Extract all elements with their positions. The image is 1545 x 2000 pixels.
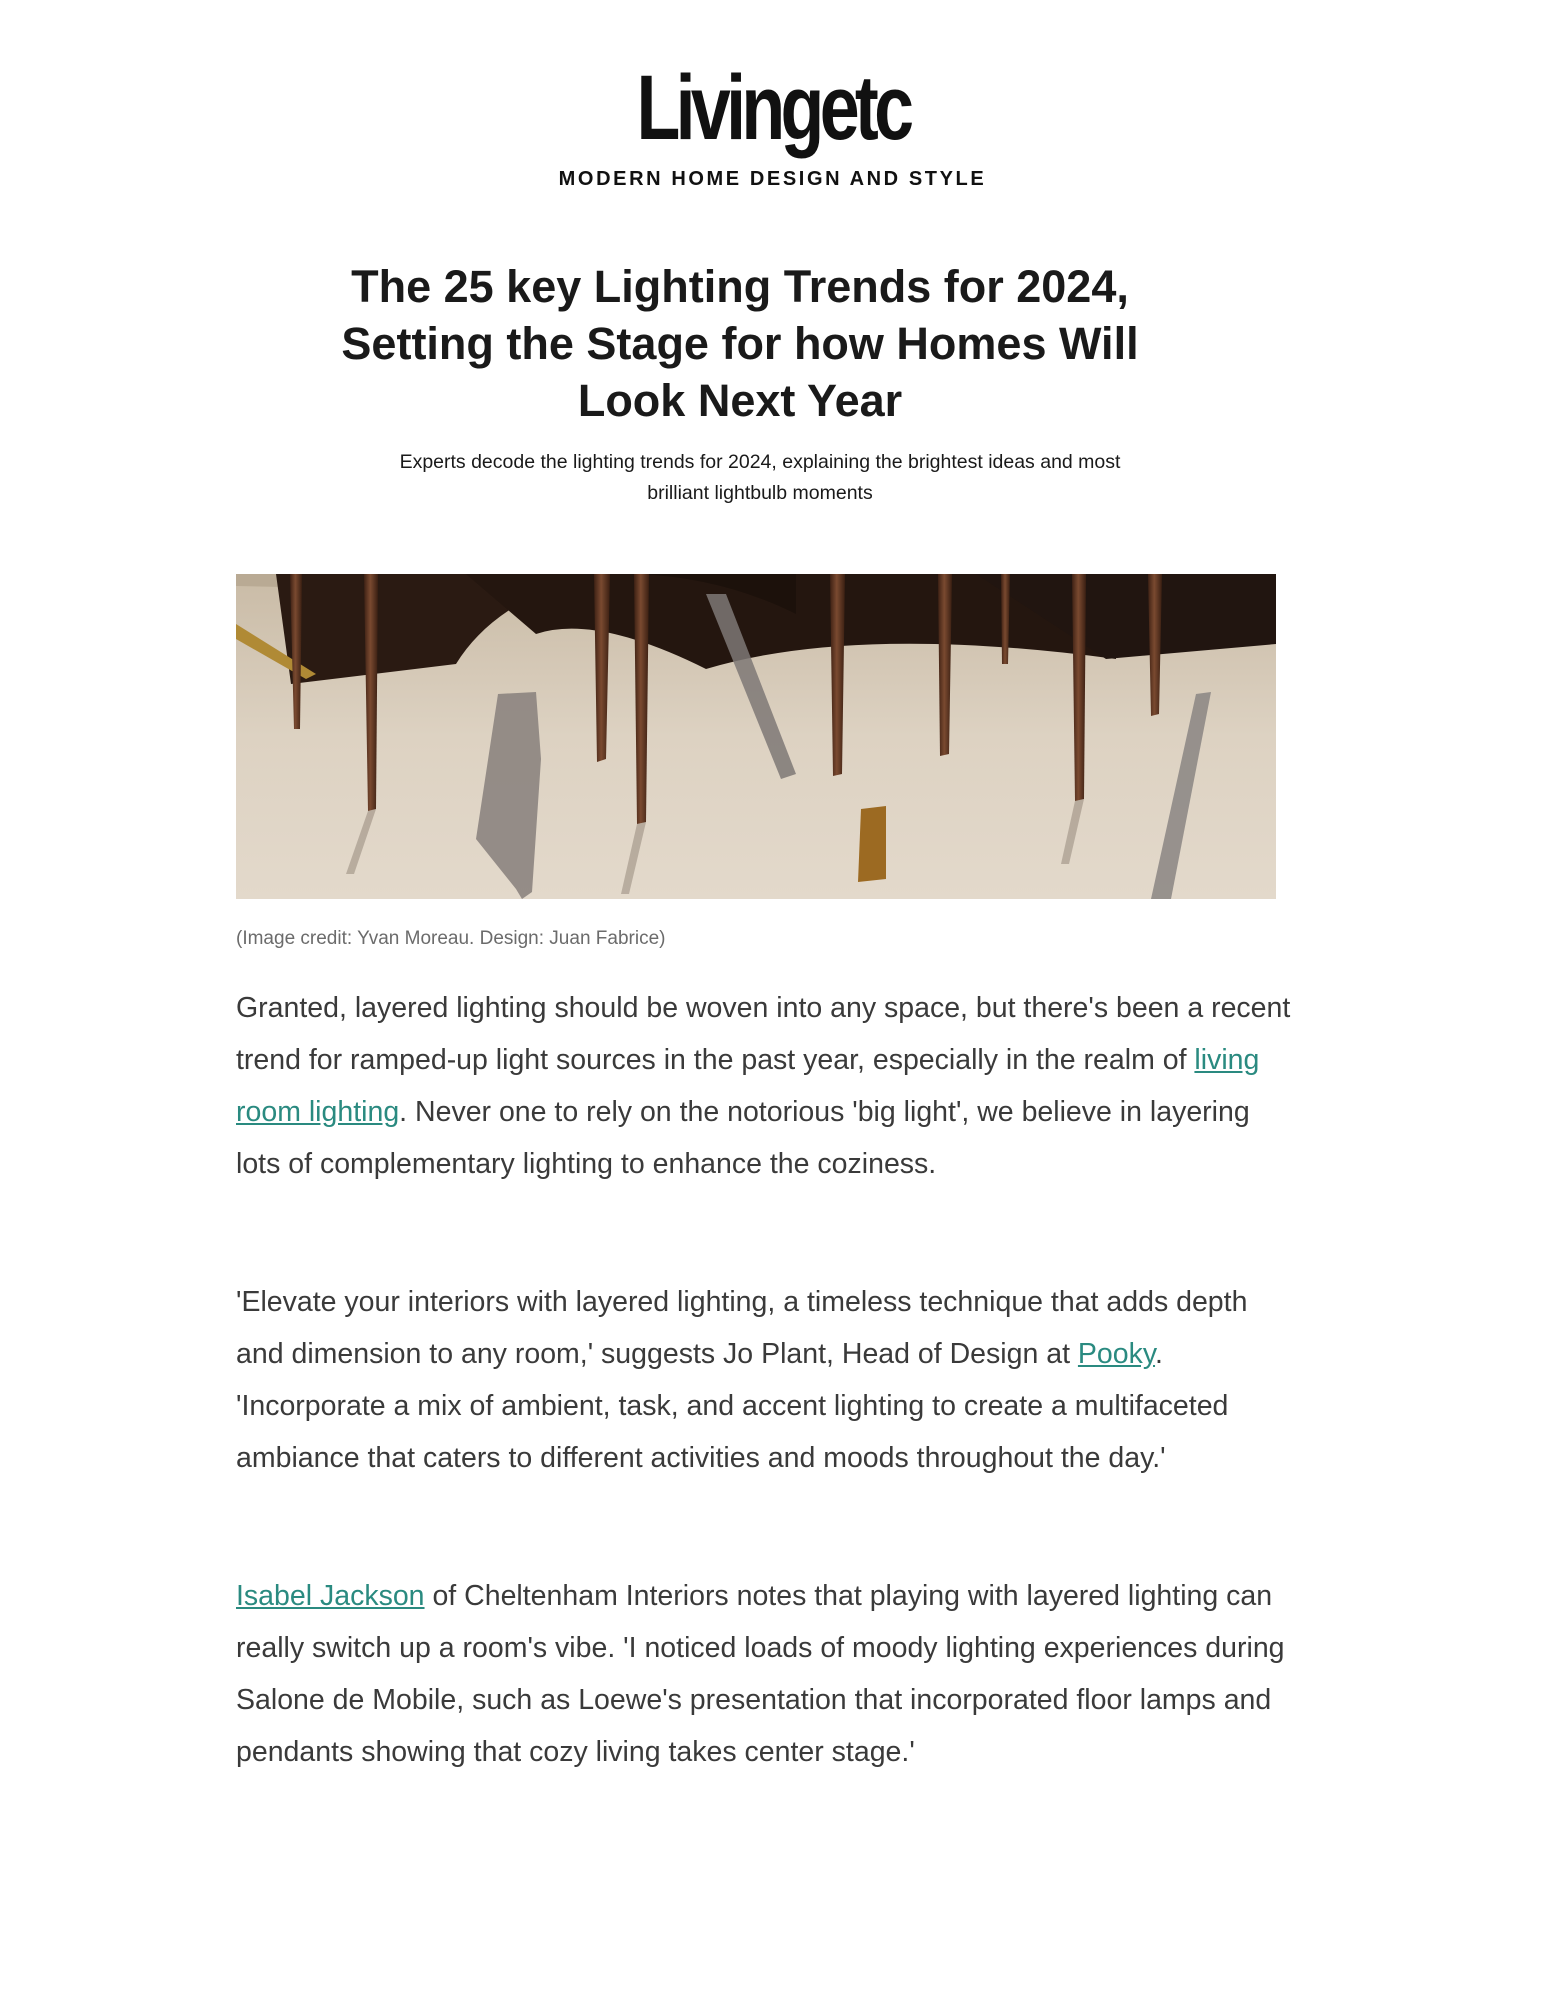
body-paragraph-1 bbox=[236, 982, 1296, 1190]
hero-image bbox=[236, 574, 1276, 899]
article-title: The 25 key Lighting Trends for 2024, Setting the Stage for how Homes Will Look Next Year bbox=[341, 261, 1139, 426]
paragraph-text: . 'Incorporate a mix of ambient, task, and accent lighting to create a multifaceted ambiance that caters to different activities and moods throughout the day.' bbox=[236, 1338, 1229, 1474]
article-standfirst: Experts decode the lighting trends for 2024, explaining the brightest ideas and most brilliant lightbulb moments bbox=[399, 451, 1121, 504]
image-credit: (Image credit: Yvan Moreau. Design: Juan Fabrice) bbox=[236, 928, 666, 949]
site-tagline: MODERN HOME DESIGN AND STYLE bbox=[558, 168, 987, 190]
masthead bbox=[0, 57, 1545, 191]
rug-gold-accent-2 bbox=[858, 806, 886, 882]
site-logo[interactable]: Livingetc bbox=[636, 57, 909, 159]
pooky-link[interactable]: Pooky bbox=[1077, 1338, 1156, 1370]
body-paragraph-3 bbox=[236, 1570, 1296, 1778]
body-paragraph-2 bbox=[236, 1276, 1296, 1484]
isabel-jackson-link[interactable]: Isabel Jackson bbox=[236, 1580, 425, 1612]
dining-room-rug-photo bbox=[236, 574, 1276, 899]
paragraph-text: of Cheltenham Interiors notes that playing with layered lighting can really switch up a room's vibe. 'I noticed loads of moody lighting experiences during Salone de Mobile, such as Loewe's presentation that incorporated floor lamps and pendants showing that cozy living takes center stage.' bbox=[236, 1580, 1285, 1768]
paragraph-text: 'Elevate your interiors with layered lighting, a timeless technique that adds depth and dimension to any room,' suggests Jo Plant, Head of Design at bbox=[236, 1286, 1248, 1370]
living-room-lighting-link[interactable]: living room lighting bbox=[236, 1044, 1260, 1128]
paragraph-text: Granted, layered lighting should be woven into any space, but there's been a recent trend for ramped-up light sources in the past year, especially in the realm of bbox=[236, 992, 1291, 1076]
paragraph-text: . Never one to rely on the notorious 'big light', we believe in layering lots of complementary lighting to enhance the coziness. bbox=[236, 1096, 1250, 1180]
